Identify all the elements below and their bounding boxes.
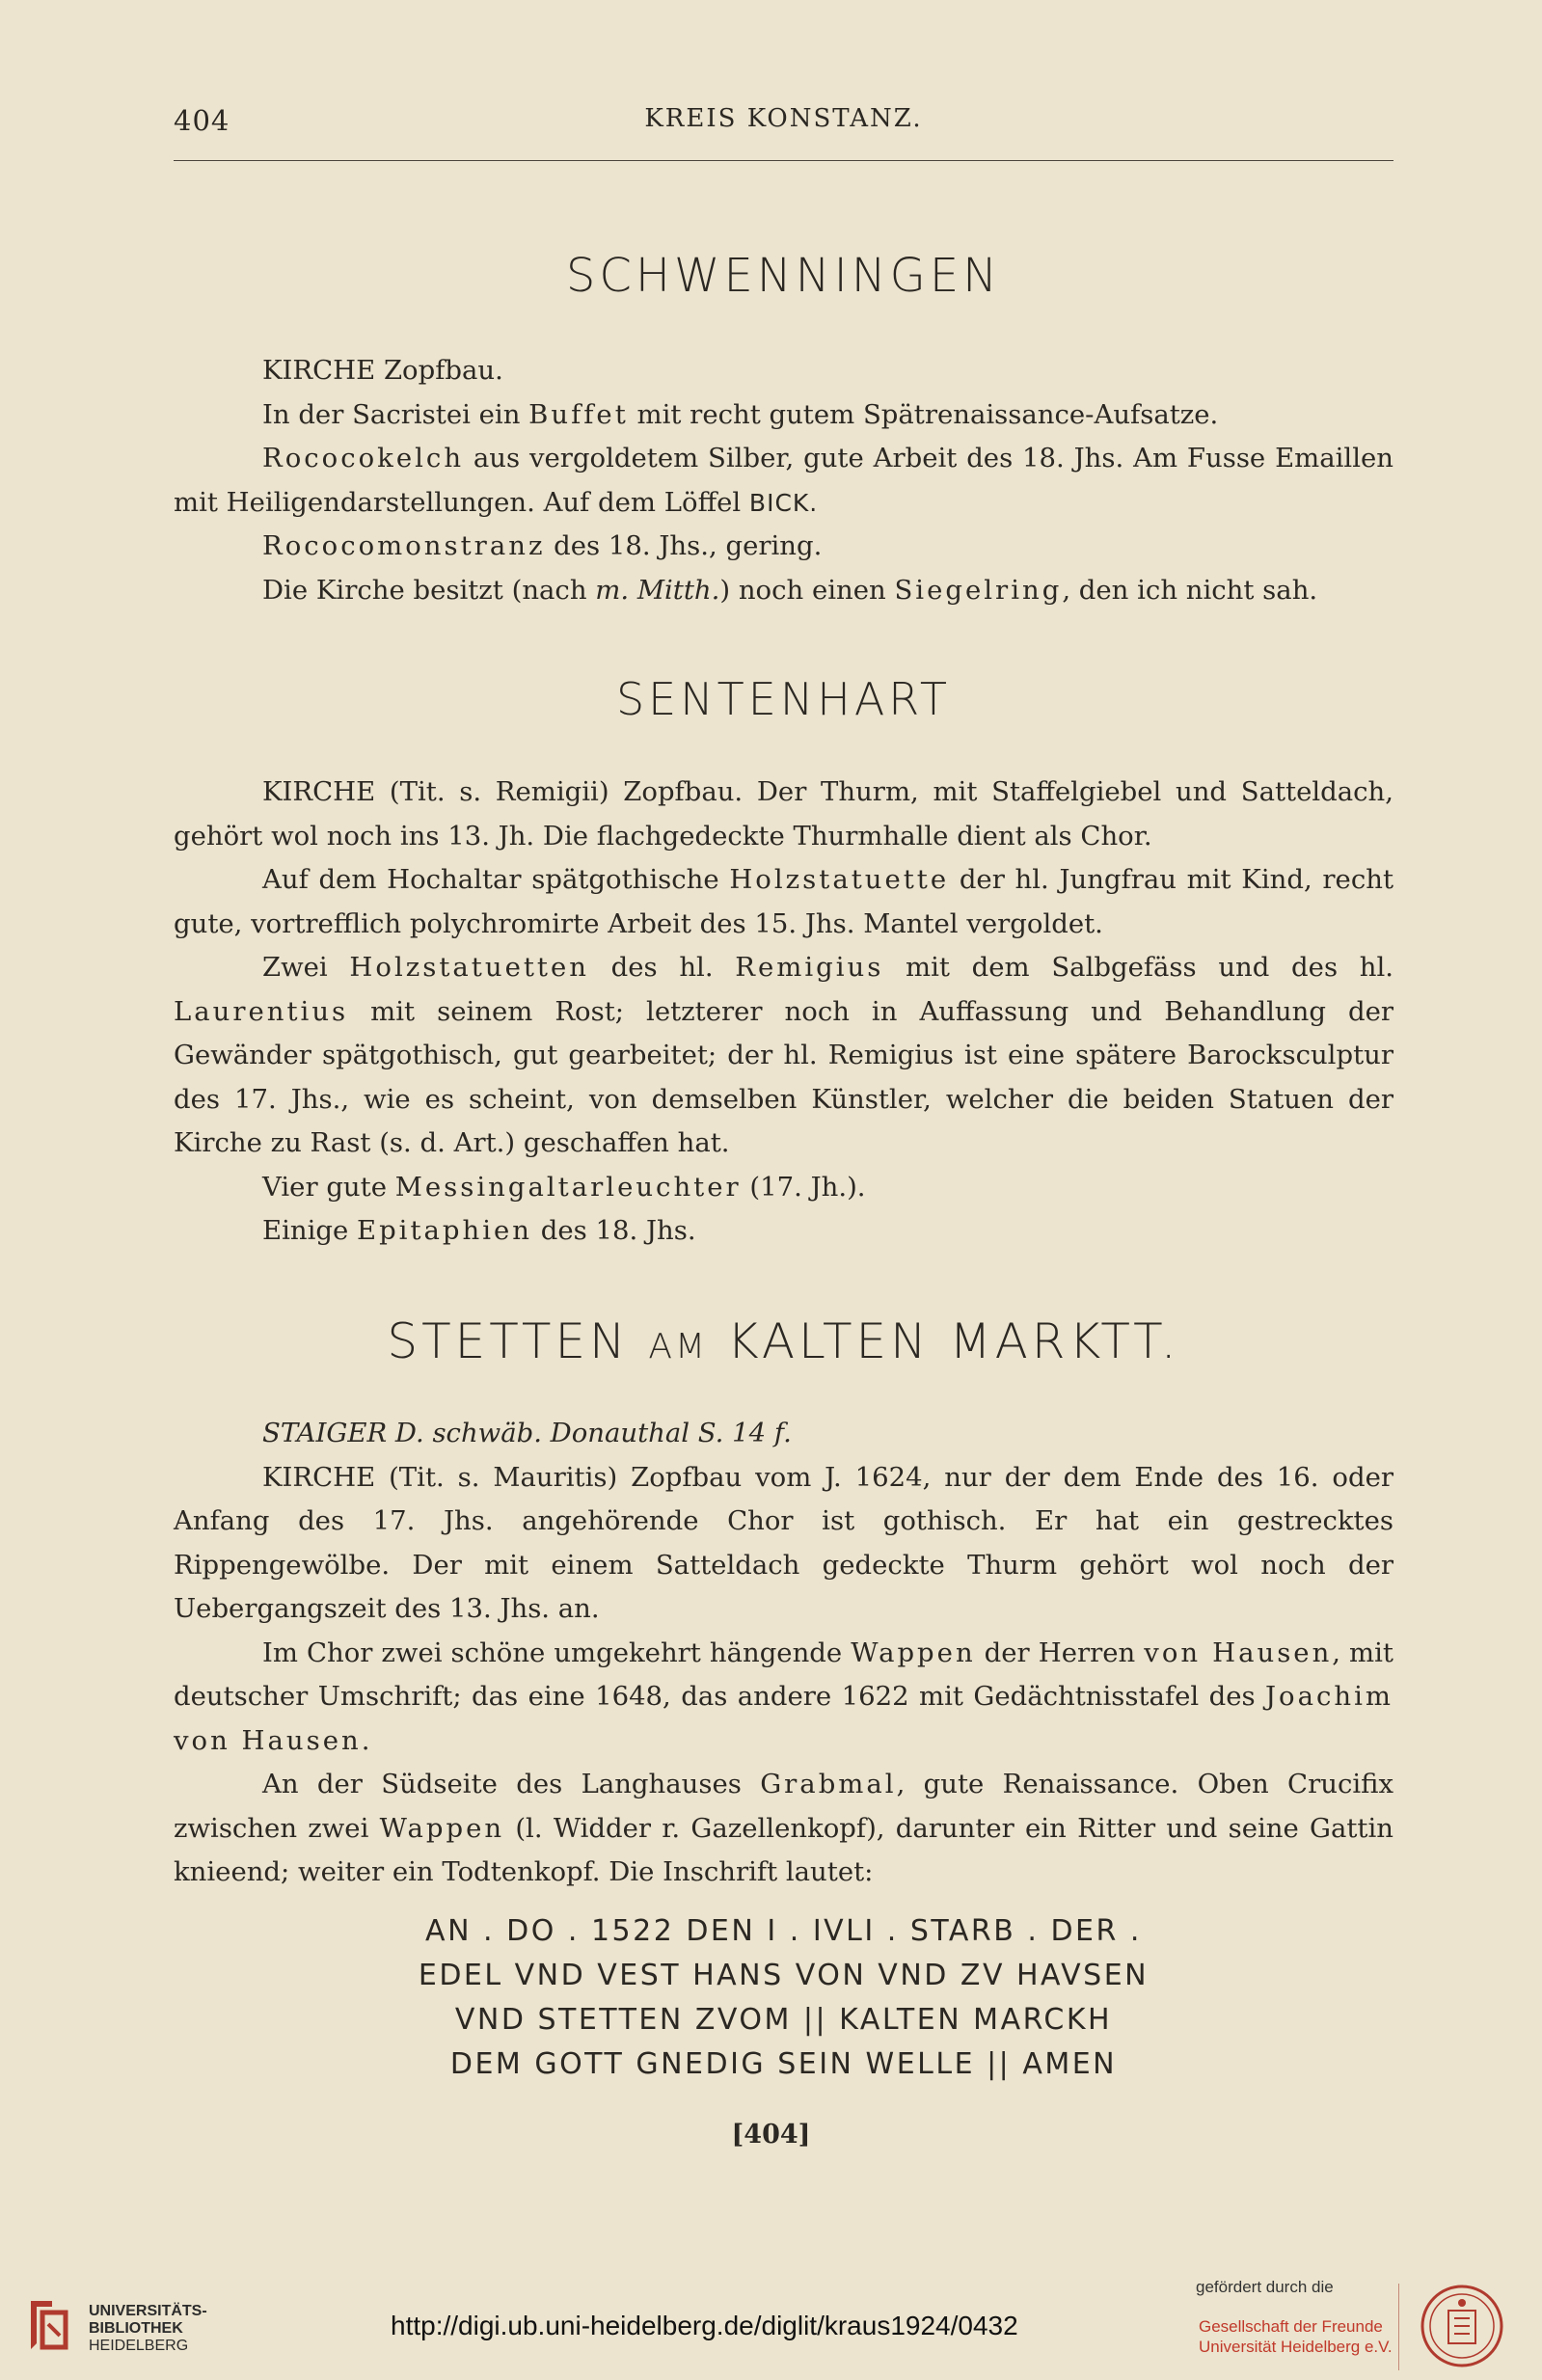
text: mit recht gutem Spätrenaissance-Aufsatze.	[628, 398, 1219, 430]
sponsor-intro: gefördert durch die	[1196, 2278, 1334, 2296]
text: mit dem Salbgefäss und des hl.	[883, 952, 1393, 983]
spaced-term: von Hausen	[1144, 1636, 1333, 1668]
running-title: KREIS KONSTANZ.	[644, 104, 923, 133]
footer-divider	[1398, 2284, 1399, 2370]
paragraph	[174, 1166, 1393, 1210]
bracketed-page-number: [404]	[731, 2120, 811, 2150]
paragraph	[174, 393, 1393, 438]
text: Auf dem Hochaltar spätgothische	[262, 864, 730, 895]
text: Im Chor zwei schöne umgekehrt hängende	[262, 1636, 852, 1668]
text: der hl. Jungfrau mit Kind, recht gute, vortrefflich polychromirte Arbeit des 15. Jhs. Mantel vergoldet.	[174, 864, 1393, 939]
section-title-sentenhart: SENTENHART	[615, 673, 952, 725]
section-body-stetten	[174, 1412, 1393, 1895]
permalink[interactable]: http://digi.ub.uni-heidelberg.de/diglit/kraus1924/0432	[391, 2311, 1018, 2340]
text: der Herren	[975, 1636, 1145, 1668]
inscription-line: AN . DO . 1522 DEN I . IVLI . STARB . DER .	[425, 1914, 1142, 1948]
text: KIRCHE (Tit. s. Mauritis) Zopfbau vom J. 1624, nur der dem Ende des 16. oder Anfang des 17. Jhs. angehörende Chor ist gothisch. Er hat ein gestrecktes Rippengewölbe. Der mit einem Satteldach gedeckte Thurm gehört wol noch der Uebergangszeit des 13. Jhs. an.	[174, 1461, 1393, 1624]
title-part: STETTEN	[387, 1313, 649, 1369]
spaced-term: Epitaphien	[357, 1215, 533, 1246]
library-name	[89, 2303, 207, 2355]
page-number: 404	[174, 104, 230, 137]
text: , den ich nicht sah.	[1062, 574, 1318, 606]
paragraph	[174, 525, 1393, 569]
paragraph	[174, 946, 1393, 1166]
spaced-term: Joachim von Hausen	[174, 1681, 1393, 1756]
text: aus vergoldetem Silber, gute Arbeit des 18. Jhs. Am Fusse Emaillen mit Heiligendarstellungen. Auf dem Löffel	[174, 443, 1393, 518]
text: des 18. Jhs.	[532, 1215, 696, 1246]
paragraph	[174, 569, 1393, 613]
spaced-term: Holzstatuetten	[349, 952, 589, 983]
paragraph	[174, 1632, 1393, 1764]
title-part: AM	[648, 1327, 709, 1366]
spaced-term: Messingaltarleuchter	[394, 1171, 742, 1203]
text: , mit deutscher Umschrift; das eine 1648, das andere 1622 mit Gedächtnisstafel des	[174, 1636, 1393, 1712]
text: ) noch einen	[719, 574, 895, 606]
text: In der Sacristei ein	[262, 398, 529, 430]
text: (l. Widder r. Gazellenkopf), darunter ein Ritter und seine Gattin knieend; weiter ein Todtenkopf. Die Inschrift lautet:	[174, 1812, 1393, 1887]
text: (17. Jh.).	[741, 1171, 866, 1203]
spaced-term: Buffet	[528, 398, 629, 430]
text: Einige	[262, 1215, 357, 1246]
spaced-term: Holzstatuette	[729, 864, 950, 895]
inscription	[174, 1909, 1393, 2087]
spaced-term: Rococokelch	[262, 443, 465, 473]
paragraph	[174, 437, 1393, 525]
text: mit seinem Rost; letzterer noch in Auffassung und Behandlung der Gewänder spätgothisch, gut gearbeitet; der hl. Remigius ist eine spätere Barocksculptur des 17. Jhs., wie es scheint, von demselben Künstler, welcher die beiden Statuen der Kirche zu Rast (s. d. Art.) geschaffen hat.	[174, 995, 1393, 1158]
spaced-term: Remigius	[735, 952, 884, 983]
text: .	[361, 1724, 370, 1756]
paragraph	[174, 349, 1393, 393]
citation: m. Mitth.	[595, 574, 720, 606]
paragraph	[174, 858, 1393, 946]
library-logo-icon	[27, 2297, 75, 2353]
inscription-line: DEM GOTT GNEDIG SEIN WELLE || AMEN	[449, 2047, 1118, 2081]
library-name-line: BIBLIOTHEK	[89, 2320, 183, 2337]
stamp-text: BICK.	[748, 488, 819, 517]
spaced-term: Siegelring	[894, 574, 1063, 606]
text: KIRCHE Zopfbau.	[262, 355, 503, 386]
text: Die Kirche besitzt (nach	[262, 574, 596, 606]
spaced-term: Rococomonstranz	[262, 530, 546, 561]
section-title-stetten	[174, 1313, 1393, 1369]
section-body-sentenhart	[174, 771, 1393, 1254]
title-part: KALTEN MARKTT.	[708, 1313, 1180, 1369]
spaced-term: Wappen	[851, 1636, 976, 1668]
text: des hl.	[588, 952, 736, 983]
spaced-term: Wappen	[379, 1812, 505, 1844]
section-body-schwenningen	[174, 349, 1393, 612]
literature-reference: STAIGER D. schwäb. Donauthal S. 14 f.	[262, 1418, 792, 1448]
reference-line	[174, 1412, 1393, 1456]
text: , gute Renaissance. Oben Crucifix zwischen zwei	[174, 1769, 1393, 1844]
paragraph	[174, 1763, 1393, 1895]
text: des 18. Jhs., gering.	[545, 530, 823, 561]
library-name-line: HEIDELBERG	[89, 2338, 189, 2354]
inscription-line: VND STETTEN ZVOM || KALTEN MARCKH	[454, 2003, 1113, 2037]
paragraph	[174, 1209, 1393, 1254]
inscription-line: EDEL VND VEST HANS VON VND ZV HAVSEN	[418, 1959, 1150, 1992]
paragraph	[174, 771, 1393, 858]
spaced-term: Laurentius	[174, 995, 349, 1027]
text: An der Südseite des Langhauses	[262, 1769, 761, 1799]
header-rule	[174, 160, 1393, 161]
running-header	[174, 104, 1393, 143]
text: Zwei	[262, 952, 350, 983]
library-name-line: UNIVERSITÄTS-	[89, 2303, 207, 2319]
digitization-footer	[0, 2266, 1542, 2380]
sponsor-name-line: Universität Heidelberg e.V.	[1199, 2338, 1393, 2356]
section-title-schwenningen: SCHWENNINGEN	[565, 249, 1002, 303]
sponsor-name-line: Gesellschaft der Freunde	[1199, 2317, 1383, 2336]
spaced-term: Grabmal	[760, 1769, 897, 1799]
sponsor-name	[1199, 2316, 1393, 2357]
university-seal-icon	[1420, 2284, 1504, 2368]
text: Vier gute	[262, 1171, 395, 1203]
paragraph	[174, 1456, 1393, 1632]
text: KIRCHE (Tit. s. Remigii) Zopfbau. Der Thurm, mit Staffelgiebel und Satteldach, gehört wol noch ins 13. Jh. Die flachgedeckte Thurmhalle dient als Chor.	[174, 776, 1393, 852]
